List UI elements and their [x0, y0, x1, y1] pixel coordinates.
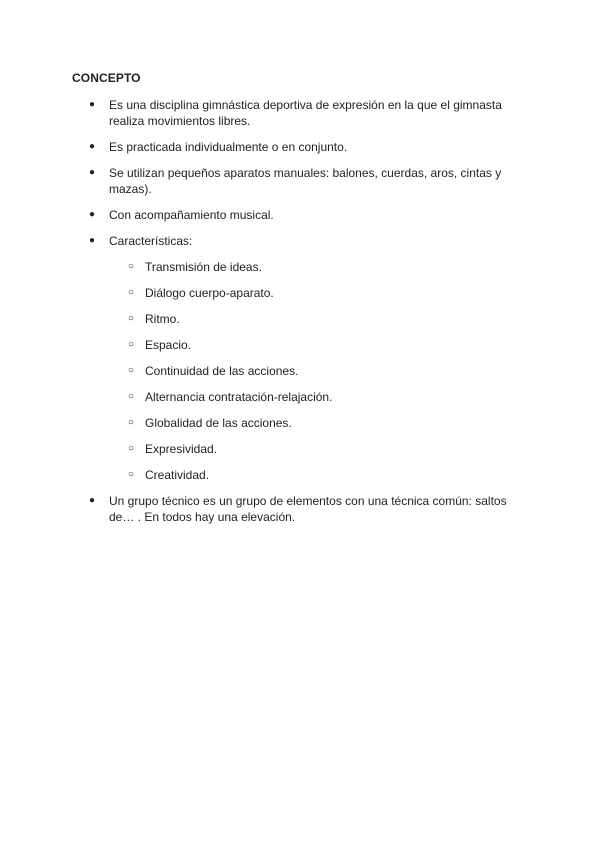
list-item-text: Se utilizan pequeños aparatos manuales: balones, cuerdas, aros, cintas y mazas).	[109, 166, 502, 196]
bullet-icon: ●	[89, 99, 96, 110]
sub-list-item	[109, 415, 508, 431]
bullet-list	[0, 97, 600, 535]
bullet-icon: ●	[89, 167, 96, 178]
bullet-icon: ●	[89, 209, 96, 220]
sub-list-item	[109, 259, 508, 275]
sub-list-item-text: Transmisión de ideas.	[145, 260, 262, 274]
sub-list-item-text: Ritmo.	[145, 312, 180, 326]
list-item-text: Con acompañamiento musical.	[109, 208, 274, 222]
list-item-text: Un grupo técnico es un grupo de elementos con una técnica común: saltos de… . En todos hay una elevación.	[109, 494, 507, 524]
list-item	[0, 97, 600, 129]
sub-list-item	[109, 389, 508, 405]
list-item-text: Es una disciplina gimnástica deportiva de expresión en la que el gimnasta realiza movimientos libres.	[109, 98, 502, 128]
sub-list-item-text: Continuidad de las acciones.	[145, 364, 299, 378]
sub-list-item-text: Expresividad.	[145, 442, 218, 456]
bullet-icon: ●	[89, 235, 96, 246]
list-item-text: Características:	[109, 234, 193, 248]
hollow-bullet-icon: ○	[128, 417, 135, 428]
hollow-bullet-icon: ○	[128, 313, 135, 324]
bullet-icon: ●	[89, 495, 96, 506]
hollow-bullet-icon: ○	[128, 339, 135, 350]
section-heading: CONCEPTO	[72, 71, 141, 85]
sub-list-item-text: Diálogo cuerpo-aparato.	[145, 286, 274, 300]
list-item	[0, 165, 600, 197]
list-item	[0, 493, 600, 525]
characteristics-list	[109, 259, 508, 483]
hollow-bullet-icon: ○	[128, 287, 135, 298]
list-item	[0, 139, 600, 155]
sub-list-item-text: Espacio.	[145, 338, 192, 352]
hollow-bullet-icon: ○	[128, 365, 135, 376]
sub-list-item	[109, 285, 508, 301]
list-item-text: Es practicada individualmente o en conjunto.	[109, 140, 348, 154]
sub-list-item	[109, 467, 508, 483]
sub-list-item-text: Globalidad de las acciones.	[145, 416, 292, 430]
list-item	[0, 233, 600, 483]
sub-list-item	[109, 337, 508, 353]
hollow-bullet-icon: ○	[128, 391, 135, 402]
sub-list-item	[109, 363, 508, 379]
sub-list-item-text: Creatividad.	[145, 468, 210, 482]
hollow-bullet-icon: ○	[128, 261, 135, 272]
hollow-bullet-icon: ○	[128, 443, 135, 454]
sub-list-item	[109, 441, 508, 457]
bullet-icon: ●	[89, 141, 96, 152]
sub-list-item-text: Alternancia contratación-relajación.	[145, 390, 333, 404]
sub-list-item	[109, 311, 508, 327]
hollow-bullet-icon: ○	[128, 469, 135, 480]
list-item	[0, 207, 600, 223]
